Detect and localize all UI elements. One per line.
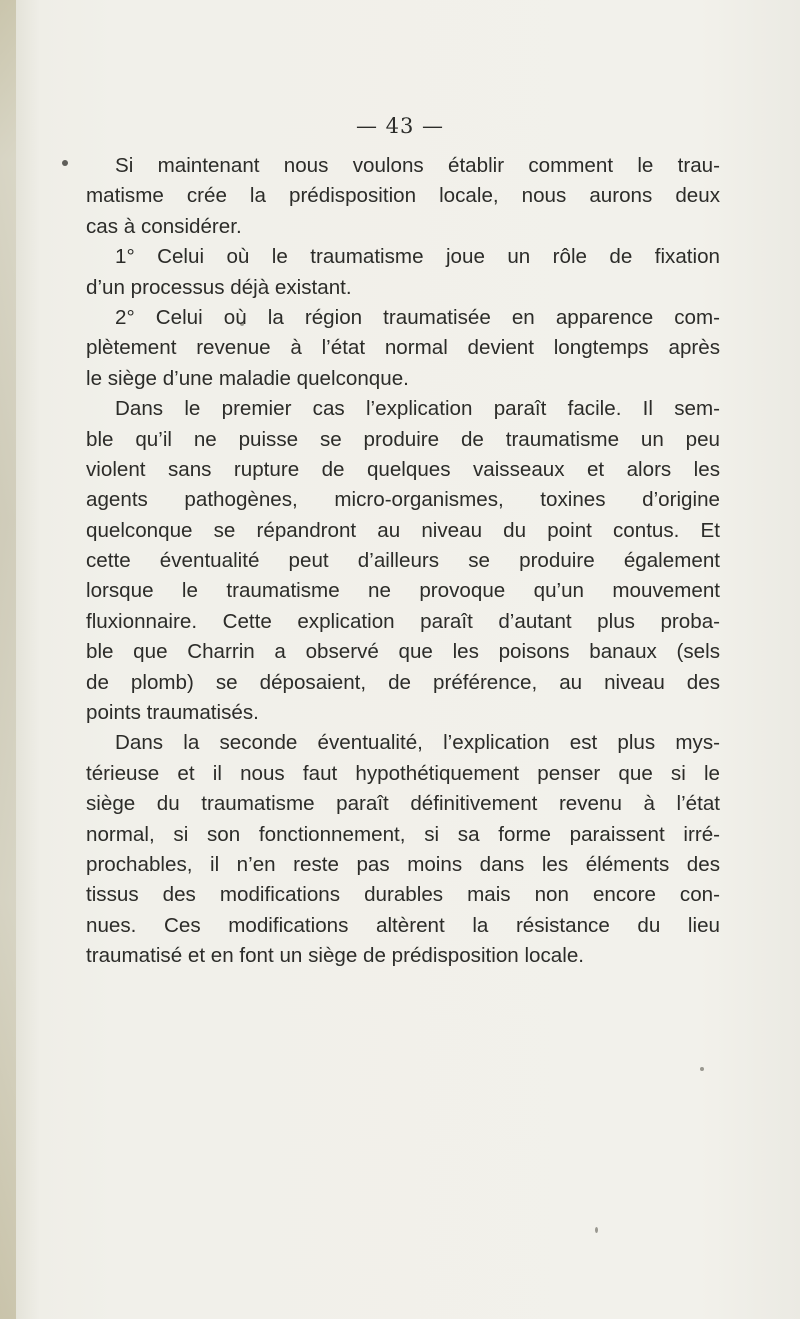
ink-speck bbox=[595, 1227, 598, 1233]
text-line: de plomb) se déposaient, de préférence, au niveau des bbox=[86, 670, 720, 694]
margin-mark bbox=[62, 160, 68, 166]
text-line: ble que Charrin a observé que les poisons banaux (sels bbox=[86, 640, 720, 664]
text-line: prochables, il n’en reste pas moins dans les éléments des bbox=[86, 852, 720, 876]
page-number: — 43 — bbox=[355, 114, 445, 138]
text-line: siège du traumatisme paraît définitivement revenu à l’état bbox=[86, 792, 720, 816]
text-line: normal, si son fonctionnement, si sa forme paraissent irré- bbox=[86, 822, 720, 846]
text-line: plètement revenue à l’état normal devient longtemps après bbox=[86, 336, 720, 360]
text-line: 1° Celui où le traumatisme joue un rôle de fixation bbox=[115, 245, 720, 269]
text-line: cas à considérer. bbox=[86, 214, 242, 238]
text-line: le siège d’une maladie quelconque. bbox=[86, 366, 409, 390]
text-line: 2° Celui où la région traumatisée en apparence com- bbox=[115, 305, 720, 329]
text-line: Dans la seconde éventualité, l’explication est plus mys- bbox=[115, 731, 720, 755]
page-left-edge bbox=[0, 0, 16, 1319]
text-line: traumatisé et en font un siège de prédisposition locale. bbox=[86, 944, 584, 968]
text-line: térieuse et il nous faut hypothétiquement penser que si le bbox=[86, 761, 720, 785]
text-line: lorsque le traumatisme ne provoque qu’un mouvement bbox=[86, 579, 720, 603]
text-line: tissus des modifications durables mais non encore con- bbox=[86, 883, 720, 907]
text-line: nues. Ces modifications altèrent la résistance du lieu bbox=[86, 913, 720, 937]
body-text bbox=[86, 151, 720, 972]
text-line: d’un processus déjà existant. bbox=[86, 275, 352, 299]
text-line: points traumatisés. bbox=[86, 701, 259, 725]
text-line: matisme crée la prédisposition locale, nous aurons deux bbox=[86, 184, 720, 208]
text-line: agents pathogènes, micro-organismes, toxines d’origine bbox=[86, 488, 720, 512]
text-line: Si maintenant nous voulons établir comment le trau- bbox=[115, 154, 720, 177]
text-line: Dans le premier cas l’explication paraît facile. Il sem- bbox=[115, 397, 720, 421]
ink-speck bbox=[700, 1067, 704, 1071]
text-line: cette éventualité peut d’ailleurs se produire également bbox=[86, 549, 720, 573]
text-line: ble qu’il ne puisse se produire de traumatisme un peu bbox=[86, 427, 720, 451]
text-line: quelconque se répandront au niveau du point contus. Et bbox=[86, 518, 720, 542]
text-line: fluxionnaire. Cette explication paraît d’autant plus proba- bbox=[86, 609, 720, 633]
text-line: violent sans rupture de quelques vaisseaux et alors les bbox=[86, 457, 720, 481]
